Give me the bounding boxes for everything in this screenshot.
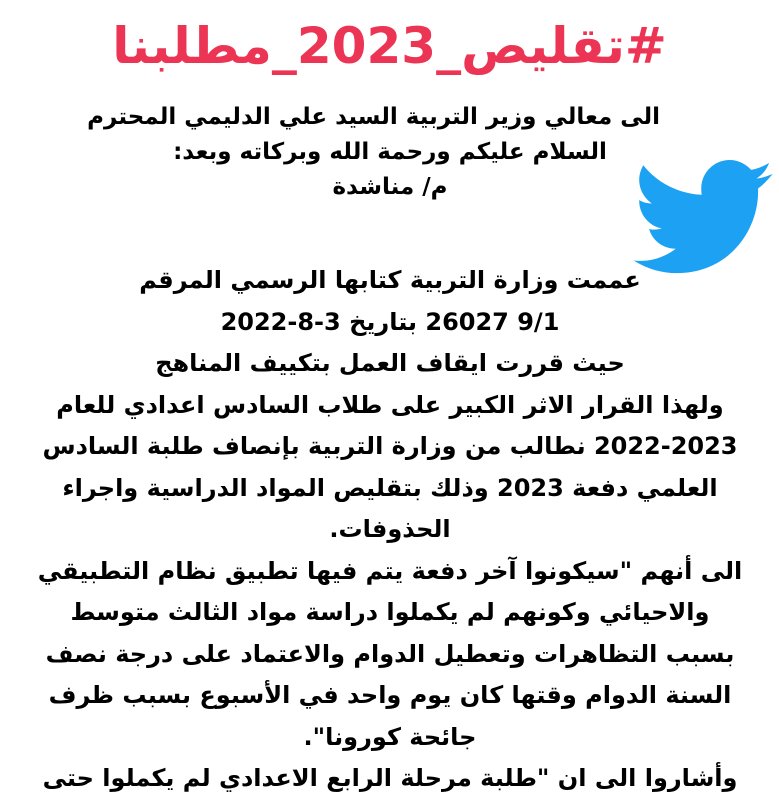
body-line: عممت وزارة التربية كتابها الرسمي المرقم xyxy=(139,266,641,294)
letter-header xyxy=(87,100,660,205)
body-line: ولهذا القرار الاثر الكبير على طلاب السادس اعدادي للعام xyxy=(56,390,724,419)
body-line: السنة الدوام وقتها كان يوم واحد في الأسبوع بسبب ظرف xyxy=(48,681,732,709)
body-line: 2022-2023 نطالب من وزارة التربية بإنصاف طلبة السادس xyxy=(42,432,738,460)
body-line: الى أنهم "سيكونوا آخر دفعة يتم فيها تطبيق نظام التطبيقي xyxy=(37,556,743,585)
body-line: جائحة كورونا". xyxy=(303,722,477,751)
body-line: الحذوفات. xyxy=(329,515,451,543)
body-line: والاحيائي وكونهم لم يكملوا دراسة مواد الثالث متوسط xyxy=(70,598,710,626)
subject-line: م/ مناشدة xyxy=(332,174,448,200)
addressee-line: الى معالي وزير التربية السيد علي الدليمي المحترم xyxy=(87,104,660,130)
twitter-bird-icon xyxy=(628,160,778,276)
body-line: بسبب التظاهرات وتعطيل الدوام والاعتماد على درجة نصف xyxy=(45,639,735,668)
greeting-line: السلام عليكم ورحمة الله وبركاته وبعد: xyxy=(173,139,607,165)
body-line: وأشاروا الى ان "طلبة مرحلة الرابع الاعدادي لم يكملوا حتى xyxy=(42,764,738,792)
hashtag-title: #تقليص_2023_مطلبنا xyxy=(112,17,667,75)
body-line: العلمي دفعة 2023 وذلك بتقليص المواد الدراسية واجراء xyxy=(62,473,718,502)
body-line: حيث قررت ايقاف العمل بتكييف المناهج xyxy=(155,349,625,377)
body-line: 9/1 26027 بتاريخ 3-8-2022 xyxy=(220,307,560,336)
letter-body xyxy=(20,260,760,800)
